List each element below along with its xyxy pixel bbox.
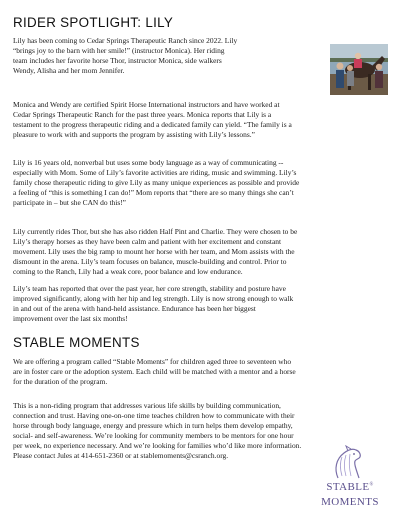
stable-moments-heading: STABLE MOMENTS xyxy=(13,335,140,350)
rider-paragraph-1 xyxy=(13,36,237,76)
rider-photo xyxy=(330,44,388,95)
text-line: Wendy, Alisha and her mom Jennifer. xyxy=(13,65,125,75)
logo-line-1 xyxy=(304,481,396,493)
text-line: Lily currently rides Thor, but she has also ridden Half Pint and Charlie. They were chosen to be xyxy=(13,226,298,236)
text-line: Lily is 16 years old, nonverbal but uses some body language as a way of communicating -- xyxy=(13,157,284,167)
text-line: This is a non-riding program that addresses various life skills by building communication, xyxy=(13,400,281,410)
riders-with-horse-photo xyxy=(330,44,388,95)
text-line: for the duration of the program. xyxy=(13,376,108,386)
text-line: connection and trust. Having one-on-one time teaches children how to communicate with their xyxy=(13,410,295,420)
text-line: “brings joy to the barn with her smile!” (instructor Monica). Her riding xyxy=(13,45,225,55)
text-line: per week, no experience necessary. And we’re looking for families who’d like more information. xyxy=(13,440,302,450)
rider-paragraph-4 xyxy=(13,227,297,277)
stable-paragraph-1 xyxy=(13,357,296,387)
rider-paragraph-5 xyxy=(13,284,293,324)
text-line: improved significantly, along with her hip and leg strength. Lily is now strong enough to walk xyxy=(13,293,294,303)
text-line: social- and self-awareness. We’re looking for community members to be mentors for one hour xyxy=(13,430,294,440)
logo-word-stable: STABLE xyxy=(326,481,370,493)
text-line: movement. Lily uses the big ramp to mount her horse with her team, and Mom assists with the xyxy=(13,246,295,256)
stable-paragraph-2 xyxy=(13,401,301,461)
text-line: especially with Mom. Some of Lily’s favorite activities are riding, music and swimming. Lily’s xyxy=(13,167,297,177)
text-line: are in foster care or the adoption system. Each child will be matched with a mentor and a horse xyxy=(13,366,296,376)
text-line: Lily’s therapy horses as they have been calm and patient with her excitement and constant xyxy=(13,236,282,246)
text-line: a feeling of “this is something I can do!” Mom reports that “there are so many things she can’t xyxy=(13,187,294,197)
text-line: Monica and Wendy are certified Spirit Horse International instructors and have worked at xyxy=(13,100,280,109)
text-line: We are offering a program called “Stable Moments” for children aged three to seventeen who xyxy=(13,356,292,366)
rider-paragraph-3 xyxy=(13,158,299,208)
text-line: horse through body language, energy and pressure which in turn helps them develop empathy, xyxy=(13,420,293,430)
horse-head-icon xyxy=(304,445,396,479)
text-line: improvement over the last six months! xyxy=(13,313,128,323)
rider-spotlight-heading: RIDER SPOTLIGHT: LILY xyxy=(13,15,174,30)
text-line: Lily’s team has reported that over the past year, her core strength, stability and posture have xyxy=(13,283,286,293)
rider-paragraph-2 xyxy=(13,100,292,140)
text-line: Lily has been coming to Cedar Springs Therapeutic Ranch since 2022. Lily xyxy=(13,35,238,45)
text-line: testament to the progress therapeutic riding and a dedicated family can yield. “The family is a xyxy=(13,120,292,130)
text-line: team includes her favorite horse Thor, instructor Monica, side walkers xyxy=(13,55,222,65)
text-line: dismount in the arena. Lily’s team focuses on balance, muscle-building and control. Prior to xyxy=(13,256,287,266)
text-line: coming to the Ranch, Lily had a weak core, poor balance and low endurance. xyxy=(13,266,243,276)
text-line: Cedar Springs Therapeutic Ranch for the past three years. Monica reports that Lily is a xyxy=(13,110,272,120)
logo-line-2: MOMENTS xyxy=(321,496,379,508)
stable-moments-logo xyxy=(304,445,396,513)
text-line: Please contact Jules at 414-651-2360 or at stablemoments@csranch.org. xyxy=(13,450,229,460)
text-line: pleasure to work with and supports the program by assisting with Lily’s lessons.” xyxy=(13,130,255,140)
text-line: participate in – but she CAN do this!” xyxy=(13,197,126,207)
text-line: in and out of the arena with hand-held assistance. Endurance has been her biggest xyxy=(13,303,256,313)
text-line: family chose therapeutic riding to give Lily as many unique experiences as possible and provide xyxy=(13,177,300,187)
registered-mark: ® xyxy=(369,482,374,488)
